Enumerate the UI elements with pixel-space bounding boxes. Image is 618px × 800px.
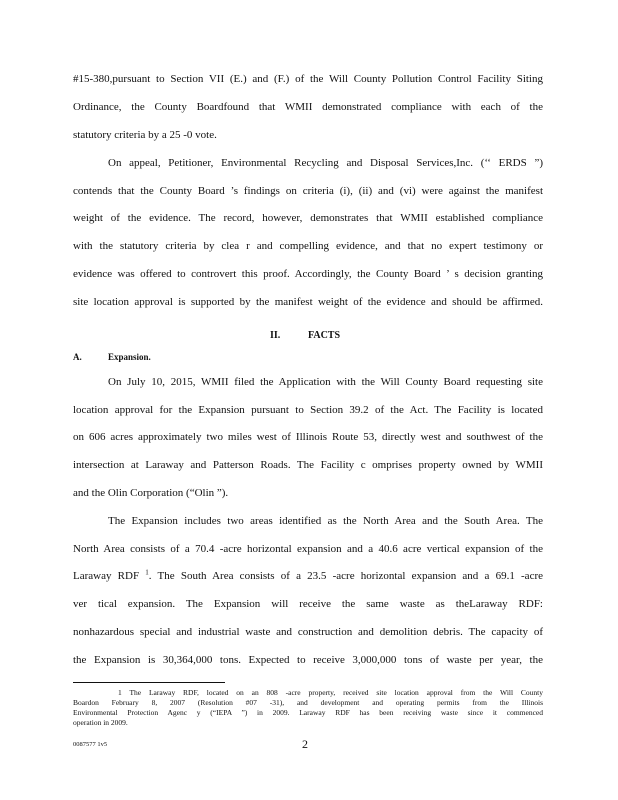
section-number: II.	[270, 330, 281, 341]
paragraph-4-line-3	[73, 569, 543, 583]
footnote-divider	[73, 682, 225, 683]
paragraph-2-line-6: site location approval is supported by the manifest weight of the evidence and should be affirmed.	[73, 296, 543, 308]
paragraph-3-line-3: on 606 acres approximately two miles west of Illinois Route 53, directly west and southwest of the	[73, 431, 543, 443]
document-id: 0087577 1v5	[73, 741, 108, 748]
paragraph-1-line-1: #15-380,pursuant to Section VII (E.) and (F.) of the Will County Pollution Control Facility Siting	[73, 73, 543, 85]
section-title: FACTS	[308, 330, 341, 341]
footnote-reference[interactable]: 1	[145, 568, 149, 577]
paragraph-4-line-6: the Expansion is 30,364,000 tons. Expected to receive 3,000,000 tons of waste per year, the	[73, 654, 543, 666]
subheading-title: Expansion.	[108, 352, 151, 362]
paragraph-1-line-3: statutory criteria by a 25 -0 vote.	[73, 129, 217, 141]
paragraph-1-line-2: Ordinance, the County Boardfound that WMII demonstrated compliance with each of the	[73, 101, 543, 113]
paragraph-4-line-1: The Expansion includes two areas identified as the North Area and the South Area. The	[108, 515, 543, 527]
subheading-letter: A.	[73, 352, 82, 362]
paragraph-2-line-5: evidence was offered to controvert this proof. Accordingly, the County Board ’ s decision granting	[73, 268, 543, 280]
paragraph-2-line-3: weight of the evidence. The record, however, demonstrates that WMII established compliance	[73, 212, 543, 224]
paragraph-4-line-2: North Area consists of a 70.4 -acre horizontal expansion and a 40.6 acre vertical expansion of the	[73, 543, 543, 555]
laraway-rdf-text: Laraway RDF	[73, 570, 140, 582]
paragraph-3-line-4: intersection at Laraway and Patterson Roads. The Facility c omprises property owned by WMII	[73, 459, 543, 471]
paragraph-4-line-5: nonhazardous special and industrial waste and construction and demolition debris. The capacity of	[73, 626, 543, 638]
paragraph-2-line-1: On appeal, Petitioner, Environmental Recycling and Disposal Services,Inc. (‘‘ ERDS ”)	[108, 157, 543, 169]
page-number: 2	[302, 737, 308, 751]
paragraph-3-line-1: On July 10, 2015, WMII filed the Application with the Will County Board requesting site	[108, 376, 543, 388]
footnote-line-2: Boardon February 8, 2007 (Resolution #07 -31), and development and operating permits from the Illinois	[73, 698, 543, 707]
footnote-line-1: 1 The Laraway RDF, located on an 808 -acre property, received site location approval from the Will County	[118, 688, 543, 697]
south-area-text: . The South Area consists of a 23.5 -acre horizontal expansion and a 69.1 -acre	[148, 570, 543, 582]
footnote-line-3: Environmental Protection Agenc y (“IEPA ”) in 2009. Laraway RDF has been receiving waste since it commenced	[73, 708, 543, 717]
footnote-line-4: operation in 2009.	[73, 718, 128, 727]
paragraph-2-line-4: with the statutory criteria by clea r and compelling evidence, and that no expert testimony or	[73, 240, 543, 252]
paragraph-3-line-2: location approval for the Expansion pursuant to Section 39.2 of the Act. The Facility is located	[73, 404, 543, 416]
paragraph-4-line-4: ver tical expansion. The Expansion will receive the same waste as theLaraway RDF:	[73, 598, 543, 610]
paragraph-3-line-5: and the Olin Corporation (“Olin ”).	[73, 487, 229, 499]
paragraph-2-line-2: contends that the County Board ’s findings on criteria (i), (ii) and (vi) were against the manifest	[73, 185, 543, 197]
